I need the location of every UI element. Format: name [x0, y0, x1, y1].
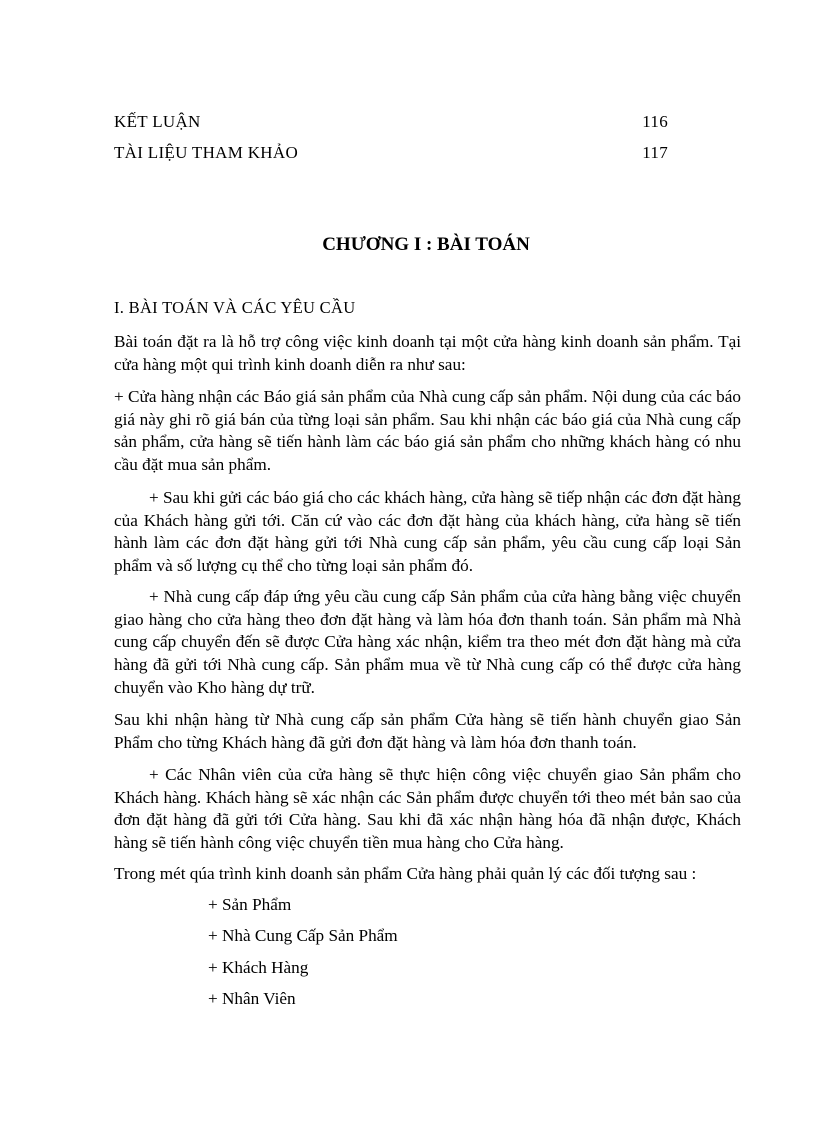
section-title: I. BÀI TOÁN VÀ CÁC YÊU CẦU [114, 298, 356, 317]
toc-entry-references [114, 143, 668, 163]
toc-entry-page: 117 [642, 143, 668, 162]
toc-entry-conclusion [114, 112, 668, 132]
list-item-customers: + Khách Hàng [208, 958, 309, 977]
paragraph-intro: Bài toán đặt ra là hỗ trợ công việc kinh doanh tại một cửa hàng kinh doanh sản phẩm. Tại cửa hàng một qui trình kinh doanh diễn ra như sau: [114, 332, 741, 374]
chapter-title: CHƯƠNG I : BÀI TOÁN [322, 234, 530, 255]
toc-entry-title: KẾT LUẬN [114, 112, 201, 131]
paragraph-customer-delivery: Sau khi nhận hàng từ Nhà cung cấp sản phẩm Cửa hàng sẽ tiến hành chuyển giao Sản Phẩm cho từng Khách hàng đã gửi đơn đặt hàng và làm hóa đơn thanh toán. [114, 710, 741, 752]
list-item-products: + Sản Phẩm [208, 895, 292, 914]
toc-entry-page: 116 [642, 112, 668, 131]
paragraph-staff: + Các Nhân viên của cửa hàng sẽ thực hiện công việc chuyển giao Sản phẩm cho Khách hàng. Khách hàng sẽ xác nhận các Sản phẩm được chuyển tới theo mét bản sao của đơn đặt hàng đã gửi tới Cửa hàng. Sau khi đã xác nhận hàng hóa đã nhận được, Khách hàng sẽ tiến hành công việc chuyển tiền mua hàng cho Cửa hàng. [114, 765, 741, 853]
toc-entry-title: TÀI LIỆU THAM KHẢO [114, 143, 299, 162]
paragraph-orders: + Sau khi gửi các báo giá cho các khách hàng, cửa hàng sẽ tiếp nhận các đơn đặt hàng của Khách hàng gửi tới. Căn cứ vào các đơn đặt hàng của khách hàng, cửa hàng sẽ tiến hành làm các đơn đặt hàng gửi tới Nhà cung cấp sản phẩm, yêu cầu cung cấp loại Sản phẩm và số lượng cụ thể cho từng loại sản phẩm đó. [114, 488, 741, 576]
paragraph-supplier-delivery: + Nhà cung cấp đáp ứng yêu cầu cung cấp Sản phẩm của cửa hàng bằng việc chuyển giao hàng cho cửa hàng theo đơn đặt hàng và làm hóa đơn thanh toán. Sản phẩm mà Nhà cung cấp chuyển đến sẽ được Cửa hàng xác nhận, kiểm tra theo mét đơn đặt hàng mà cửa hàng đã gửi tới Nhà cung cấp. Sản phẩm mua về từ Nhà cung cấp có thể được cửa hàng chuyển vào Kho hàng dự trữ. [114, 587, 741, 697]
paragraph-quotes: + Cửa hàng nhận các Báo giá sản phẩm của Nhà cung cấp sản phẩm. Nội dung của các báo giá này ghi rõ giá bán của từng loại sản phẩm. Sau khi nhận các báo giá của Nhà cung cấp sản phẩm, cửa hàng sẽ tiến hành làm các báo giá sản phẩm cho những khách hàng có nhu cầu đặt mua sản phẩm. [114, 387, 741, 475]
paragraph-managed-objects: Trong mét qúa trình kinh doanh sản phẩm Cửa hàng phải quản lý các đối tượng sau : [114, 864, 697, 883]
list-item-staff: + Nhân Viên [208, 989, 296, 1008]
list-item-suppliers: + Nhà Cung Cấp Sản Phẩm [208, 926, 398, 945]
